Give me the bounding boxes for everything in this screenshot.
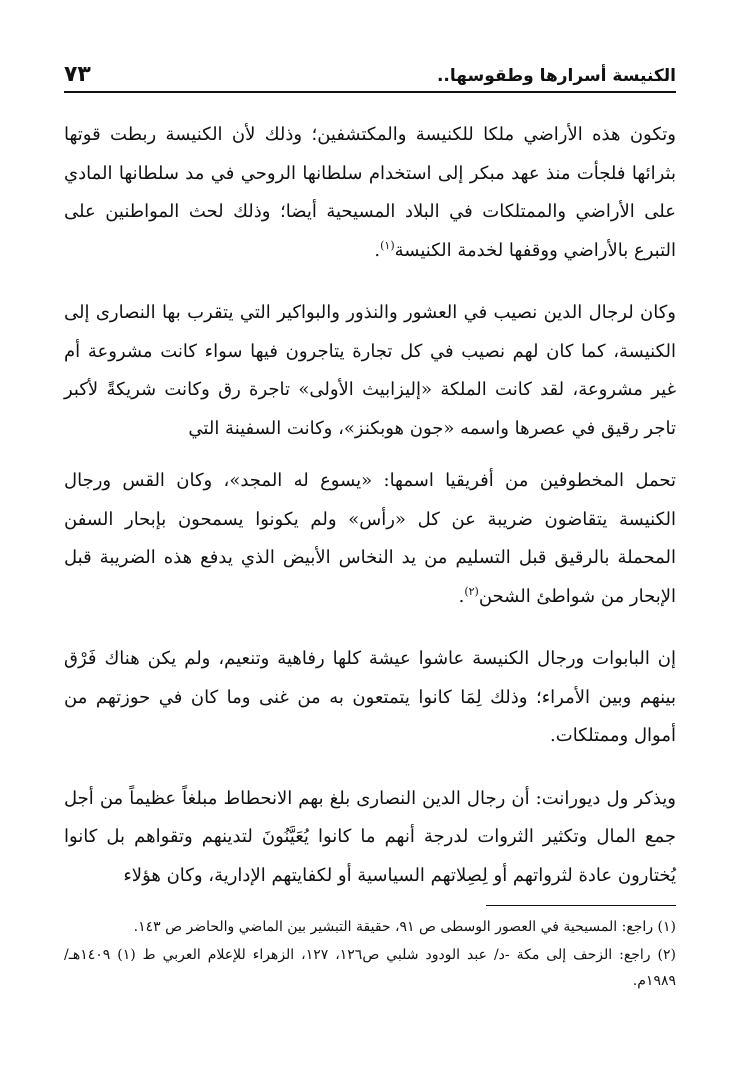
paragraph-1-text: وتكون هذه الأراضي ملكا للكنيسة والمكتشفين؛ وذلك لأن الكنيسة ربطت قوتها بثرائها فلجأت منذ عهد مبكر إلى استخدام سلطانها الروحي في مد سلطانها المادي على الأراضي والممتلكات في البلاد المسيحية أيضا؛ وذلك لحث المواطنين على التبرع بالأراضي ووقفها لخدمة الكنيسة (64, 124, 676, 261)
footnote-separator (486, 905, 676, 906)
page-number: ٧٣ (64, 62, 91, 87)
footnote-ref-2: (٢) (464, 584, 479, 598)
paragraph-1: وتكون هذه الأراضي ملكا للكنيسة والمكتشفين؛ وذلك لأن الكنيسة ربطت قوتها بثرائها فلجأت منذ عهد مبكر إلى استخدام سلطانها الروحي في مد سلطانها المادي على الأراضي والممتلكات في البلاد المسيحية أيضا؛ وذلك لحث المواطنين على التبرع بالأراضي ووقفها لخدمة الكنيسة$^{(١)}$. (64, 124, 676, 261)
paragraph-2 (64, 294, 676, 448)
footnote-1: (١) راجع: المسيحية في العصور الوسطى ص ٩١، حقيقة التبشير بين الماضي والحاضر ص ١٤٣. (133, 919, 676, 935)
running-header (64, 58, 676, 88)
paragraph-2-text: وكان لرجال الدين نصيب في العشور والنذور والبواكير التي يتقرب بها النصارى إلى الكنيسة، كما كان لهم نصيب في كل تجارة يتاجرون فيها سواء كانت مشروعة أم غير مشروعة، لقد كانت الملكة «إليزابيث الأولى» تاجرة رق وكانت شريكةً لأكبر تاجر رقيق في عصرها واسمه «جون هوبكنز»، وكانت السفينة التي (64, 302, 676, 439)
paragraph-4 (64, 640, 676, 756)
footnotes (64, 914, 676, 996)
paragraph-3-text: تحمل المخطوفين من أفريقيا اسمها: «يسوع له المجد»، وكان القس ورجال الكنيسة يتقاضون ضريبة عن كل «رأس» ولم يكونوا يسمحون بإبحار السفن المحملة بالرقيق قبل التسليم من يد النخاس الأبيض الذي يدفع هذه الضريبة قبل الإبحار من شواطئ الشحن (64, 470, 676, 607)
paragraph-4-text: إن البابوات ورجال الكنيسة عاشوا عيشة كلها رفاهية وتنعيم، ولم يكن هناك فَرْق بينهم وبين الأمراء؛ وذلك لِمَا كانوا يتمتعون به من غنى وما كان في حوزتهم من أموال وممتلكات. (64, 648, 676, 746)
book-title: الكنيسة أسرارها وطقوسها.. (436, 66, 676, 86)
paragraph-5-text: ويذكر ول ديورانت: أن رجال الدين النصارى بلغ بهم الانحطاط مبلغاً عظيماً من أجل جمع المال وتكثير الثروات لدرجة أنهم ما كانوا يُعَيَّنُونَ لتدينهم وتقواهم بل كانوا يُختارون عادة لثرواتهم أو لِصِلاتهم السياسية أو لكفايتهم الإدارية، وكان هؤلاء (64, 787, 676, 886)
footnote-2: (٢) راجع: الزحف إلى مكة -د/ عبد الودود شلبي ص١٢٦، ١٢٧، الزهراء للإعلام العربي ط (١) ١٤٠٩هـ/ ١٩٨٩م. (64, 947, 677, 989)
body-text (64, 116, 676, 919)
header-rule (64, 91, 676, 93)
footnote-ref-1: (١) (380, 238, 395, 252)
paragraph-3: تحمل المخطوفين من أفريقيا اسمها: «يسوع له المجد»، وكان القس ورجال الكنيسة يتقاضون ضريبة عن كل «رأس» ولم يكونوا يسمحون بإبحار السفن المحملة بالرقيق قبل التسليم من يد النخاس الأبيض الذي يدفع هذه الضريبة قبل الإبحار من شواطئ الشحن$^{(٢)}$. (64, 470, 676, 607)
paragraph-5 (64, 780, 676, 896)
